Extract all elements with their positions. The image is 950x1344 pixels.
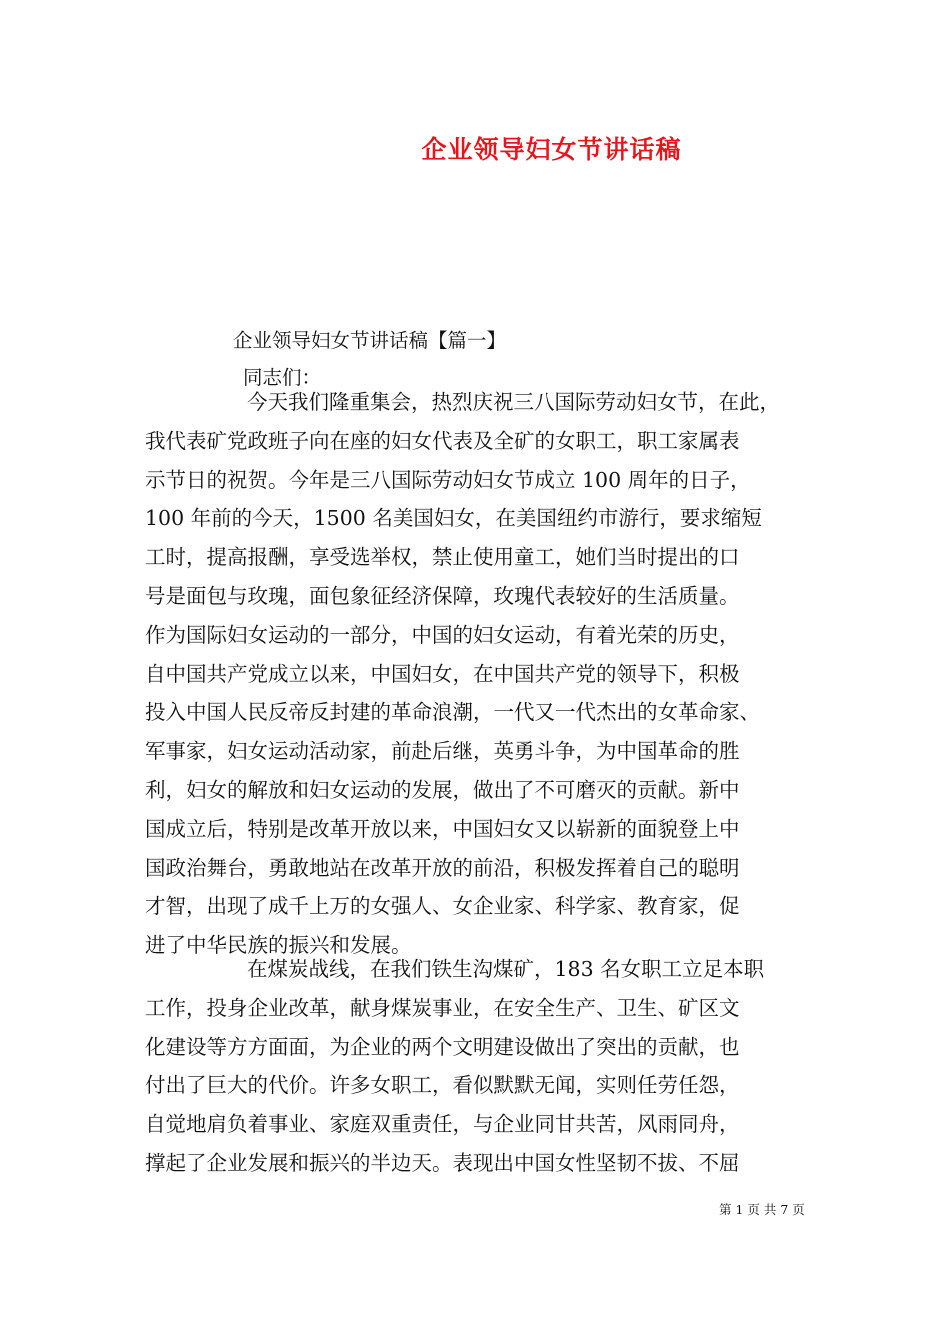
- paragraph-line: 进了中华民族的振兴和发展。: [145, 933, 412, 958]
- salutation: 同志们：: [243, 366, 322, 389]
- paragraph-line: 利，妇女的解放和妇女运动的发展，做出了不可磨灭的贡献。新中: [145, 777, 740, 802]
- paragraph-line: 军事家，妇女运动活动家，前赴后继，英勇斗争，为中国革命的胜: [145, 739, 740, 764]
- paragraph-line: 化建设等方方面面，为企业的两个文明建设做出了突出的贡献，也: [145, 1034, 740, 1059]
- paragraph-line: 撑起了企业发展和振兴的半边天。表现出中国女性坚韧不拔、不屈: [145, 1150, 740, 1175]
- paragraph-line: 国成立后，特别是改革开放以来，中国妇女又以崭新的面貌登上中: [145, 816, 740, 841]
- paragraph-line: 工作，投身企业改革，献身煤炭事业，在安全生产、卫生、矿区文: [145, 995, 740, 1020]
- document-title: 企业领导妇女节讲话稿: [421, 135, 682, 164]
- paragraph-line: 号是面包与玫瑰，面包象征经济保障，玫瑰代表较好的生活质量。: [145, 583, 740, 608]
- paragraph-line: 示节日的祝贺。今年是三八国际劳动妇女节成立 100 周年的日子，: [145, 467, 751, 492]
- paragraph-line: 作为国际妇女运动的一部分，中国的妇女运动，有着光荣的历史，: [145, 622, 740, 647]
- paragraph-line: 才智，出现了成千上万的女强人、女企业家、科学家、教育家，促: [145, 894, 740, 919]
- paragraph-line: 投入中国人民反帝反封建的革命浪潮，一代又一代杰出的女革命家、: [145, 700, 760, 725]
- paragraph-line: 100 年前的今天，1500 名美国妇女，在美国纽约市游行，要求缩短: [145, 506, 762, 531]
- paragraph-line: 国政治舞台，勇敢地站在改革开放的前沿，积极发挥着自己的聪明: [145, 855, 740, 880]
- paragraph-line: 今天我们隆重集会，热烈庆祝三八国际劳动妇女节，在此，: [247, 390, 780, 414]
- paragraph-line: 自中国共产党成立以来，中国妇女，在中国共产党的领导下，积极: [145, 661, 740, 686]
- paragraph-line: 自觉地肩负着事业、家庭双重责任，与企业同甘共苦，风雨同舟，: [145, 1112, 740, 1137]
- paragraph-line: 在煤炭战线，在我们铁生沟煤矿，183 名女职工立足本职: [247, 957, 765, 981]
- paragraph-line: 工时，提高报酬，享受选举权，禁止使用童工，她们当时提出的口: [145, 545, 740, 570]
- page-number: 第 1 页 共 7 页: [719, 1202, 805, 1217]
- paragraph-1: [145, 383, 780, 965]
- section-heading: 企业领导妇女节讲话稿【篇一】: [233, 329, 507, 352]
- paragraph-line: 我代表矿党政班子向在座的妇女代表及全矿的女职工，职工家属表: [145, 428, 740, 453]
- paragraph-2: [145, 950, 764, 1183]
- paragraph-line: 付出了巨大的代价。许多女职工，看似默默无闻，实则任劳任怨，: [145, 1073, 740, 1098]
